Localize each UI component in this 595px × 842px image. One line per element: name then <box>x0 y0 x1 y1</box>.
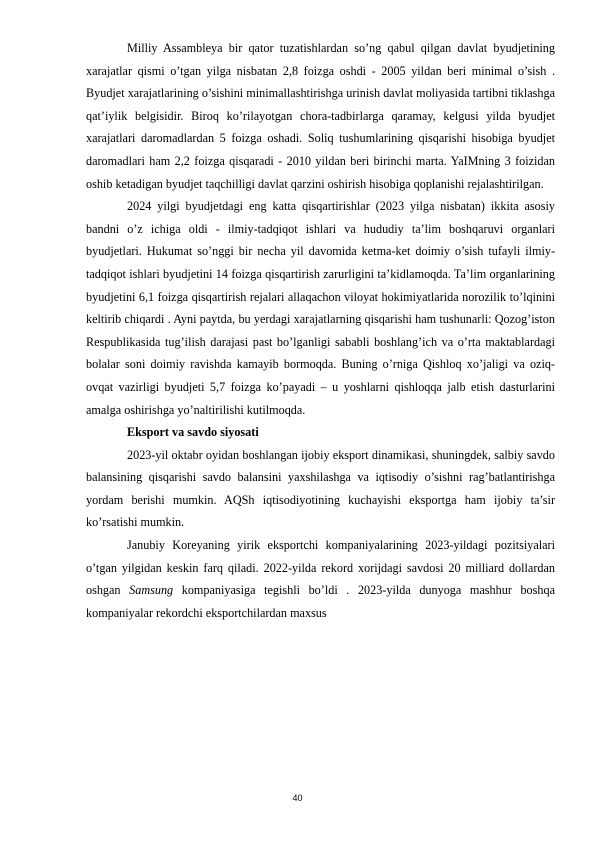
korea-text-end: kompaniyasiga tegishli bo’ldi . 2023-yilda dunyoga mashhur boshqa kompaniyalar rekordchi eksportchilardan maxsus <box>86 583 555 620</box>
page-body <box>86 37 555 624</box>
page-number: 40 <box>292 793 303 803</box>
company-name-italic: Samsung <box>129 583 174 598</box>
paragraph-export-dynamics: 2023-yil oktabr oyidan boshlangan ijobiy eksport dinamikasi, shuningdek, salbiy savdo balansining qisqarishi savdo balansini yaxshilashga va iqtisodiy o’sishni rag’batlantirishga yordam berishi mumkin. AQSh iqtisodiyotining kuchayishi eksportga ham ijobiy ta’sir ko’rsatishi mumkin. <box>86 447 555 530</box>
paragraph-korea-exporters <box>86 534 555 624</box>
korea-text-start: Janubiy Koreyaning yirik eksportchi kompaniyalarining 2023-yildagi pozitsiyalari o’tgan yilgidan keskin farq qiladi. 2022-yilda rekord xorijdagi savdosi 20 milliard dollardan oshgan <box>86 538 555 598</box>
paragraph-budget-cuts: 2024 yilgi byudjetdagi eng katta qisqartirishlar (2023 yilga nisbatan) ikkita asosiy bandni o’z ichiga oldi - ilmiy-tadqiqot ishlari va hududiy ta’lim boshqaruvi organlari byudjetlari. Hukumat so’nggi bir necha yil davomida ketma-ket doimiy o’sish tufayli ilmiy-tadqiqot ishlari byudjetini 14 foizga qisqartirish zarurligini ta’kidlamoqda. Ta’lim organlarining byudjetini 6,1 foizga qisqartirish rejalari allaqachon viloyat hokimiyatlarida norozilik to’lqinini keltirib chiqardi . Ayni paytda, bu yerdagi xarajatlarning qisqarishi ham tushunarli: Qozog’iston Respublikasida tug’ilish darajasi past bo’lganligi sababli boshlang’ich va o’rta maktablardagi bolalar soni doimiy ravishda kamayib bormoqda. Buning o’rniga Qishloq xo’jaligi va oziq-ovqat vazirligi byudjeti 5,7 foizga ko’payadi – u yoshlarni qishloqqa jalb etish dasturlarini amalga oshirishga yo’naltirilishi kutilmoqda. <box>86 199 555 417</box>
section-heading: Eksport va savdo siyosati <box>127 425 259 440</box>
paragraph-budget-expenditure: Milliy Assambleya bir qator tuzatishlardan so’ng qabul qilgan davlat byudjetining xarajatlar qismi o’tgan yilga nisbatan 2,8 foizga oshdi - 2005 yildan beri minimal o’sish . Byudjet xarajatlarining o’sishini minimallashtirishga urinish davlat moliyasida tartibni tiklashga qat’iylik belgisidir. Biroq ko’rilayotgan chora-tadbirlarga qaramay, kelgusi yilda byudjet xarajatlari daromadlardan 5 foizga oshadi. Soliq tushumlarining qisqarishi hisobiga byudjet daromadlari ham 2,2 foizga qisqaradi - 2010 yildan beri birinchi marta. YaIMning 3 foizidan oshib ketadigan byudjet taqchilligi davlat qarzini oshirish hisobiga qoplanishi rejalashtirilgan. <box>86 41 555 191</box>
